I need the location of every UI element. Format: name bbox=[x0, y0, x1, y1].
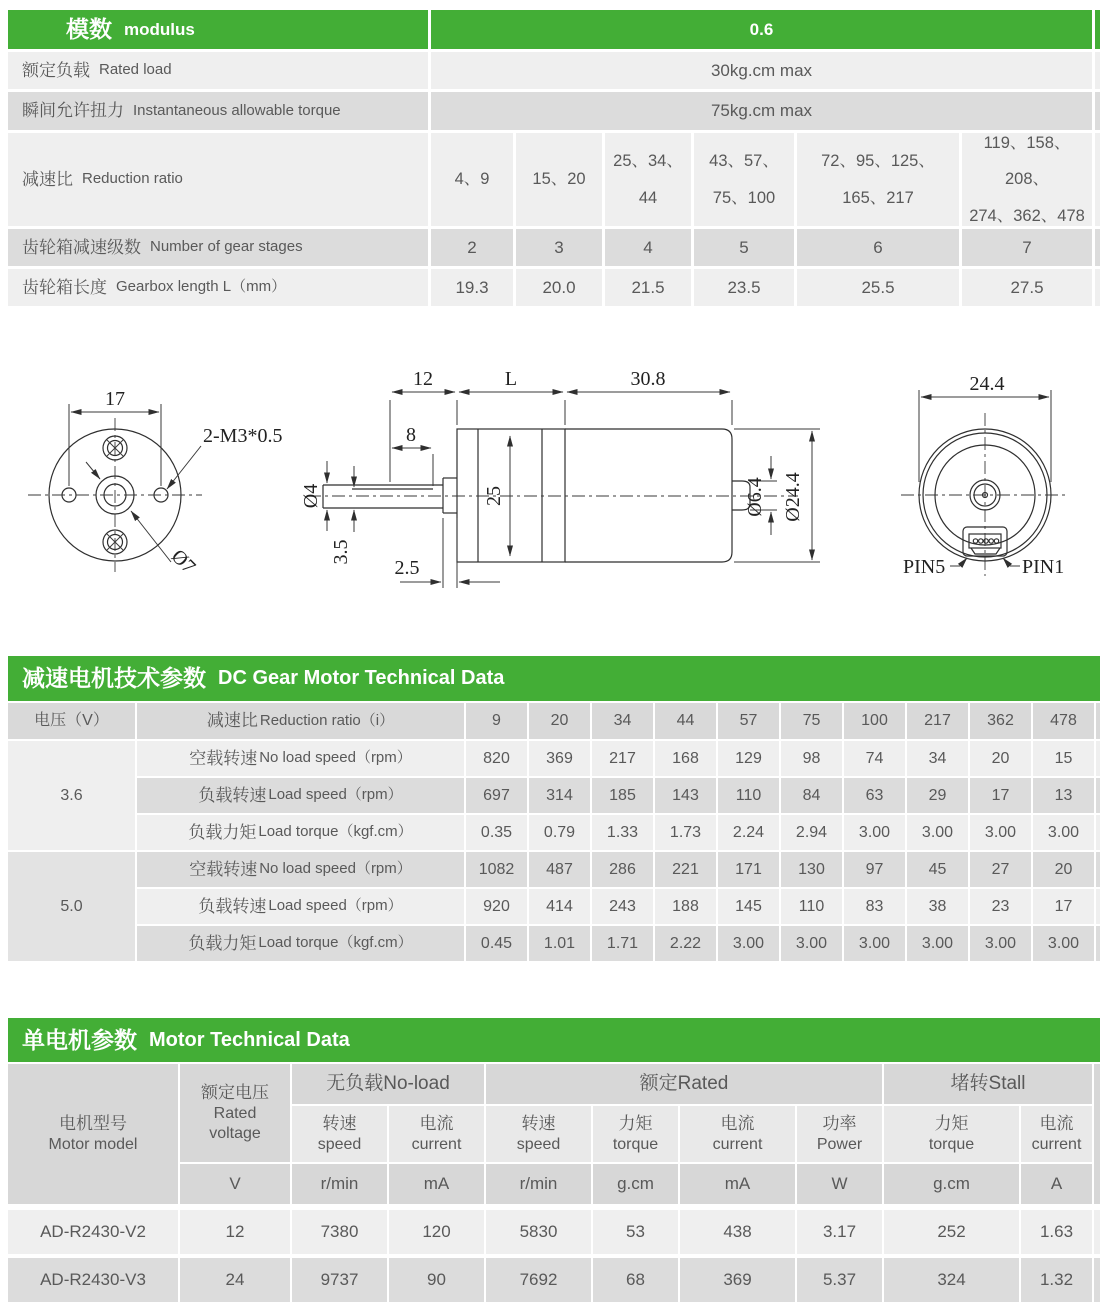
dim-24-4-label: 24.4 bbox=[969, 373, 1005, 395]
gearbox-length-label bbox=[8, 269, 428, 306]
dim-30-8-label: 30.8 bbox=[630, 368, 666, 390]
subheader-power: 功率 Power bbox=[797, 1106, 882, 1162]
row-sliver bbox=[1096, 741, 1100, 776]
data-cell: 171 bbox=[718, 852, 779, 887]
data-cell: 3.00 bbox=[907, 815, 968, 850]
data-cell: 53 bbox=[593, 1210, 678, 1254]
reduction-value-cell: 15、20 bbox=[516, 133, 602, 226]
pin1-label: PIN1 bbox=[1022, 556, 1065, 578]
length-value-cell: 20.0 bbox=[516, 269, 602, 306]
data-cell: 221 bbox=[655, 852, 716, 887]
stages-sliver bbox=[1095, 229, 1100, 266]
model-column-header: 电机型号 Motor model bbox=[8, 1064, 178, 1204]
data-cell: 286 bbox=[592, 852, 653, 887]
row-sliver bbox=[1094, 1258, 1100, 1302]
data-cell: 3.00 bbox=[970, 926, 1031, 961]
rated-load-row bbox=[8, 52, 1100, 89]
data-cell: 920 bbox=[466, 889, 527, 924]
gear-motor-title-zh: 减速电机技术参数 bbox=[22, 665, 206, 692]
data-cell: 110 bbox=[718, 778, 779, 813]
data-cell: 24 bbox=[180, 1258, 290, 1302]
data-cell: 9737 bbox=[292, 1258, 387, 1302]
reduction-ratio-row bbox=[8, 133, 1100, 226]
motor-table bbox=[8, 1018, 1100, 1302]
unit-cell: r/min bbox=[486, 1164, 591, 1204]
subheader-current: 电流 current bbox=[680, 1106, 795, 1162]
data-cell: 3.00 bbox=[718, 926, 779, 961]
data-cell: 38 bbox=[907, 889, 968, 924]
subheader-torque: 力矩 torque bbox=[593, 1106, 678, 1162]
data-cell: 13 bbox=[1033, 778, 1094, 813]
modulus-value: 0.6 bbox=[431, 10, 1092, 49]
ratio-value: 478 bbox=[1033, 703, 1094, 739]
row-sliver bbox=[1096, 889, 1100, 924]
data-cell: 12 bbox=[180, 1210, 290, 1254]
data-cell: 1.63 bbox=[1021, 1210, 1092, 1254]
data-cell: 7692 bbox=[486, 1258, 591, 1302]
ratio-value: 20 bbox=[529, 703, 590, 739]
motor-table-title bbox=[8, 1018, 1100, 1062]
data-cell: 252 bbox=[884, 1210, 1019, 1254]
voltage-3-6-cell: 3.6 bbox=[8, 741, 135, 850]
data-cell: 369 bbox=[680, 1258, 795, 1302]
rated-load-zh: 额定负载 bbox=[22, 60, 90, 80]
stages-value-cell: 4 bbox=[605, 229, 691, 266]
model-cell: AD-R2430-V3 bbox=[8, 1258, 178, 1302]
motor-data-row bbox=[8, 1210, 1100, 1254]
technical-drawing bbox=[0, 360, 1100, 656]
voltage-5-0-cell: 5.0 bbox=[8, 852, 135, 961]
gearbox-length-row bbox=[8, 269, 1100, 306]
data-cell: 45 bbox=[907, 852, 968, 887]
rated-voltage-header: 额定电压 Rated voltage bbox=[180, 1064, 290, 1162]
data-cell: 84 bbox=[781, 778, 842, 813]
stall-group-header: 堵转Stall bbox=[884, 1064, 1092, 1104]
data-cell: 3.00 bbox=[1033, 815, 1094, 850]
subheader-speed: 转速 speed bbox=[486, 1106, 591, 1162]
dim-3-5-label: 3.5 bbox=[330, 539, 352, 565]
row-sliver bbox=[1096, 778, 1100, 813]
data-cell: 369 bbox=[529, 741, 590, 776]
ratio-header-en: Reduction ratio（i） bbox=[259, 711, 395, 729]
rated-load-sliver bbox=[1095, 52, 1100, 89]
data-cell: 29 bbox=[907, 778, 968, 813]
rated-load-label bbox=[8, 52, 428, 89]
data-cell: 129 bbox=[718, 741, 779, 776]
unit-cell: g.cm bbox=[593, 1164, 678, 1204]
data-cell: 3.17 bbox=[797, 1210, 882, 1254]
unit-cell: A bbox=[1021, 1164, 1092, 1204]
data-cell: 1082 bbox=[466, 852, 527, 887]
data-cell: 2.24 bbox=[718, 815, 779, 850]
ratio-header-zh: 减速比 bbox=[206, 711, 258, 731]
length-value-cell: 21.5 bbox=[605, 269, 691, 306]
reduction-sliver bbox=[1095, 133, 1100, 226]
data-cell: 15 bbox=[1033, 741, 1094, 776]
rated-load-en: Rated load bbox=[99, 61, 172, 79]
noload-speed-label: 空载转速 No load speed（rpm） bbox=[137, 741, 464, 776]
data-cell: 414 bbox=[529, 889, 590, 924]
data-cell: 17 bbox=[1033, 889, 1094, 924]
gear-stages-label bbox=[8, 229, 428, 266]
data-cell: 3.00 bbox=[1033, 926, 1094, 961]
modulus-header-row bbox=[8, 10, 1100, 49]
length-value-cell: 25.5 bbox=[797, 269, 959, 306]
data-cell: 3.00 bbox=[781, 926, 842, 961]
length-value-cell: 23.5 bbox=[694, 269, 794, 306]
ratio-value: 44 bbox=[655, 703, 716, 739]
inst-torque-zh: 瞬间允许扭力 bbox=[22, 101, 124, 121]
rated-group-header: 额定Rated bbox=[486, 1064, 882, 1104]
stages-value-cell: 7 bbox=[962, 229, 1092, 266]
data-cell: 74 bbox=[844, 741, 905, 776]
subheader-torque: 力矩 torque bbox=[884, 1106, 1019, 1162]
inst-torque-row bbox=[8, 92, 1100, 130]
length-sliver bbox=[1095, 269, 1100, 306]
load-speed-label: 负载转速 Load speed（rpm） bbox=[137, 778, 464, 813]
data-cell: 0.79 bbox=[529, 815, 590, 850]
data-cell: 168 bbox=[655, 741, 716, 776]
data-cell: 314 bbox=[529, 778, 590, 813]
data-cell: 5.37 bbox=[797, 1258, 882, 1302]
reduction-ratio-label bbox=[8, 133, 428, 226]
ratio-value: 362 bbox=[970, 703, 1031, 739]
subheader-current: 电流 current bbox=[389, 1106, 484, 1162]
data-cell: 63 bbox=[844, 778, 905, 813]
modulus-table bbox=[8, 10, 1100, 306]
pin5-label: PIN5 bbox=[903, 556, 946, 578]
data-cell: 1.73 bbox=[655, 815, 716, 850]
ratio-value: 75 bbox=[781, 703, 842, 739]
data-cell: 185 bbox=[592, 778, 653, 813]
voltage-column-header: 电压（V） bbox=[8, 703, 135, 739]
reduction-value-cell: 43、57、 75、100 bbox=[694, 133, 794, 226]
data-cell: 2.22 bbox=[655, 926, 716, 961]
data-cell: 217 bbox=[592, 741, 653, 776]
ratio-value: 217 bbox=[907, 703, 968, 739]
data-cell: 145 bbox=[718, 889, 779, 924]
gear-motor-grid bbox=[8, 703, 1100, 961]
data-cell: 487 bbox=[529, 852, 590, 887]
data-cell: 1.32 bbox=[1021, 1258, 1092, 1302]
data-cell: 3.00 bbox=[970, 815, 1031, 850]
load-torque-label: 负载力矩 Load torque（kgf.cm） bbox=[137, 815, 464, 850]
dim-dia24-4-label: Ø24.4 bbox=[782, 472, 804, 522]
gear-stages-en: Number of gear stages bbox=[150, 238, 303, 256]
reduction-value-cell: 119、158、208、 274、362、478 bbox=[962, 133, 1092, 226]
subheader-speed: 转速 speed bbox=[292, 1106, 387, 1162]
unit-cell: V bbox=[180, 1164, 290, 1204]
data-cell: 1.01 bbox=[529, 926, 590, 961]
gear-motor-table bbox=[8, 656, 1100, 961]
modulus-header-sliver bbox=[1095, 10, 1100, 49]
data-cell: 130 bbox=[781, 852, 842, 887]
row-sliver bbox=[1094, 1210, 1100, 1254]
data-cell: 90 bbox=[389, 1258, 484, 1302]
unit-cell: mA bbox=[389, 1164, 484, 1204]
dim-8-label: 8 bbox=[406, 424, 416, 446]
modulus-title-zh: 模数 bbox=[66, 16, 112, 43]
data-cell: 1.71 bbox=[592, 926, 653, 961]
data-cell: 68 bbox=[593, 1258, 678, 1302]
unit-cell: mA bbox=[680, 1164, 795, 1204]
unit-cell: r/min bbox=[292, 1164, 387, 1204]
dim-12-label: 12 bbox=[413, 368, 433, 390]
motor-data-row bbox=[8, 1258, 1100, 1302]
data-cell: 0.45 bbox=[466, 926, 527, 961]
row-sliver bbox=[1096, 815, 1100, 850]
inst-torque-value: 75kg.cm max bbox=[431, 92, 1092, 130]
dim-L-label: L bbox=[504, 368, 518, 390]
data-cell: 3.00 bbox=[844, 926, 905, 961]
data-cell: 1.33 bbox=[592, 815, 653, 850]
reduction-value-cell: 4、9 bbox=[431, 133, 513, 226]
gear-motor-table-title bbox=[8, 656, 1100, 701]
data-cell: 3.00 bbox=[844, 815, 905, 850]
data-cell: 438 bbox=[680, 1210, 795, 1254]
dim-2-5-label: 2.5 bbox=[394, 557, 420, 579]
rear-view-drawing bbox=[901, 373, 1069, 578]
stages-value-cell: 2 bbox=[431, 229, 513, 266]
data-cell: 188 bbox=[655, 889, 716, 924]
header-sliver bbox=[1094, 1064, 1100, 1204]
ratio-value: 57 bbox=[718, 703, 779, 739]
data-cell: 97 bbox=[844, 852, 905, 887]
inst-torque-sliver bbox=[1095, 92, 1100, 130]
reduction-value-cell: 25、34、 44 bbox=[605, 133, 691, 226]
ratio-value: 34 bbox=[592, 703, 653, 739]
dim-17-label: 17 bbox=[105, 388, 125, 410]
thread-callout-label: 2-M3*0.5 bbox=[203, 425, 283, 447]
data-cell: 34 bbox=[907, 741, 968, 776]
row-sliver bbox=[1096, 852, 1100, 887]
row-sliver bbox=[1096, 926, 1100, 961]
dim-dia6-4-label: Ø6.4 bbox=[744, 477, 766, 517]
stages-value-cell: 5 bbox=[694, 229, 794, 266]
data-cell: 83 bbox=[844, 889, 905, 924]
stages-value-cell: 6 bbox=[797, 229, 959, 266]
gearbox-length-en: Gearbox length L（mm） bbox=[116, 278, 287, 296]
gearbox-length-zh: 齿轮箱长度 bbox=[22, 277, 107, 297]
stages-value-cell: 3 bbox=[516, 229, 602, 266]
data-cell: 3.00 bbox=[907, 926, 968, 961]
inst-torque-label bbox=[8, 92, 428, 130]
inst-torque-en: Instantaneous allowable torque bbox=[133, 101, 341, 119]
model-cell: AD-R2430-V2 bbox=[8, 1210, 178, 1254]
data-cell: 7380 bbox=[292, 1210, 387, 1254]
unit-cell: W bbox=[797, 1164, 882, 1204]
ratio-value: 100 bbox=[844, 703, 905, 739]
data-cell: 110 bbox=[781, 889, 842, 924]
unit-cell: g.cm bbox=[884, 1164, 1019, 1204]
reduction-value-cell: 72、95、125、 165、217 bbox=[797, 133, 959, 226]
motor-title-zh: 单电机参数 bbox=[22, 1026, 137, 1053]
modulus-title-en: modulus bbox=[124, 19, 195, 39]
ratio-value: 9 bbox=[466, 703, 527, 739]
data-cell: 2.94 bbox=[781, 815, 842, 850]
gear-stages-row bbox=[8, 229, 1100, 266]
data-cell: 243 bbox=[592, 889, 653, 924]
dim-dia4-label: Ø4 bbox=[300, 483, 322, 509]
gear-motor-title-en: DC Gear Motor Technical Data bbox=[218, 667, 505, 689]
reduction-ratio-zh: 减速比 bbox=[22, 169, 73, 189]
noload-speed-label: 空载转速 No load speed（rpm） bbox=[137, 852, 464, 887]
data-cell: 120 bbox=[389, 1210, 484, 1254]
data-cell: 0.35 bbox=[466, 815, 527, 850]
ratio-row-header bbox=[137, 703, 464, 739]
motor-table-header bbox=[8, 1064, 1100, 1204]
data-cell: 20 bbox=[970, 741, 1031, 776]
side-view-drawing bbox=[300, 368, 820, 588]
gear-stages-zh: 齿轮箱减速级数 bbox=[22, 237, 141, 257]
data-cell: 20 bbox=[1033, 852, 1094, 887]
load-speed-label: 负载转速 Load speed（rpm） bbox=[137, 889, 464, 924]
data-cell: 143 bbox=[655, 778, 716, 813]
data-cell: 324 bbox=[884, 1258, 1019, 1302]
data-cell: 27 bbox=[970, 852, 1031, 887]
data-cell: 697 bbox=[466, 778, 527, 813]
noload-group-header: 无负载No-load bbox=[292, 1064, 484, 1104]
data-cell: 5830 bbox=[486, 1210, 591, 1254]
motor-title-en: Motor Technical Data bbox=[149, 1028, 350, 1051]
data-cell: 820 bbox=[466, 741, 527, 776]
load-torque-label: 负载力矩 Load torque（kgf.cm） bbox=[137, 926, 464, 961]
front-view-drawing bbox=[28, 388, 282, 578]
data-cell: 98 bbox=[781, 741, 842, 776]
data-cell: 17 bbox=[970, 778, 1031, 813]
header-sliver bbox=[1096, 703, 1100, 739]
length-value-cell: 19.3 bbox=[431, 269, 513, 306]
dim-25-label: 25 bbox=[483, 486, 505, 506]
modulus-header-label bbox=[8, 10, 428, 49]
data-cell: 23 bbox=[970, 889, 1031, 924]
dim-dia7-label: Ø7 bbox=[166, 545, 200, 579]
rated-load-value: 30kg.cm max bbox=[431, 52, 1092, 89]
length-value-cell: 27.5 bbox=[962, 269, 1092, 306]
subheader-current: 电流 current bbox=[1021, 1106, 1092, 1162]
reduction-ratio-en: Reduction ratio bbox=[82, 170, 183, 188]
